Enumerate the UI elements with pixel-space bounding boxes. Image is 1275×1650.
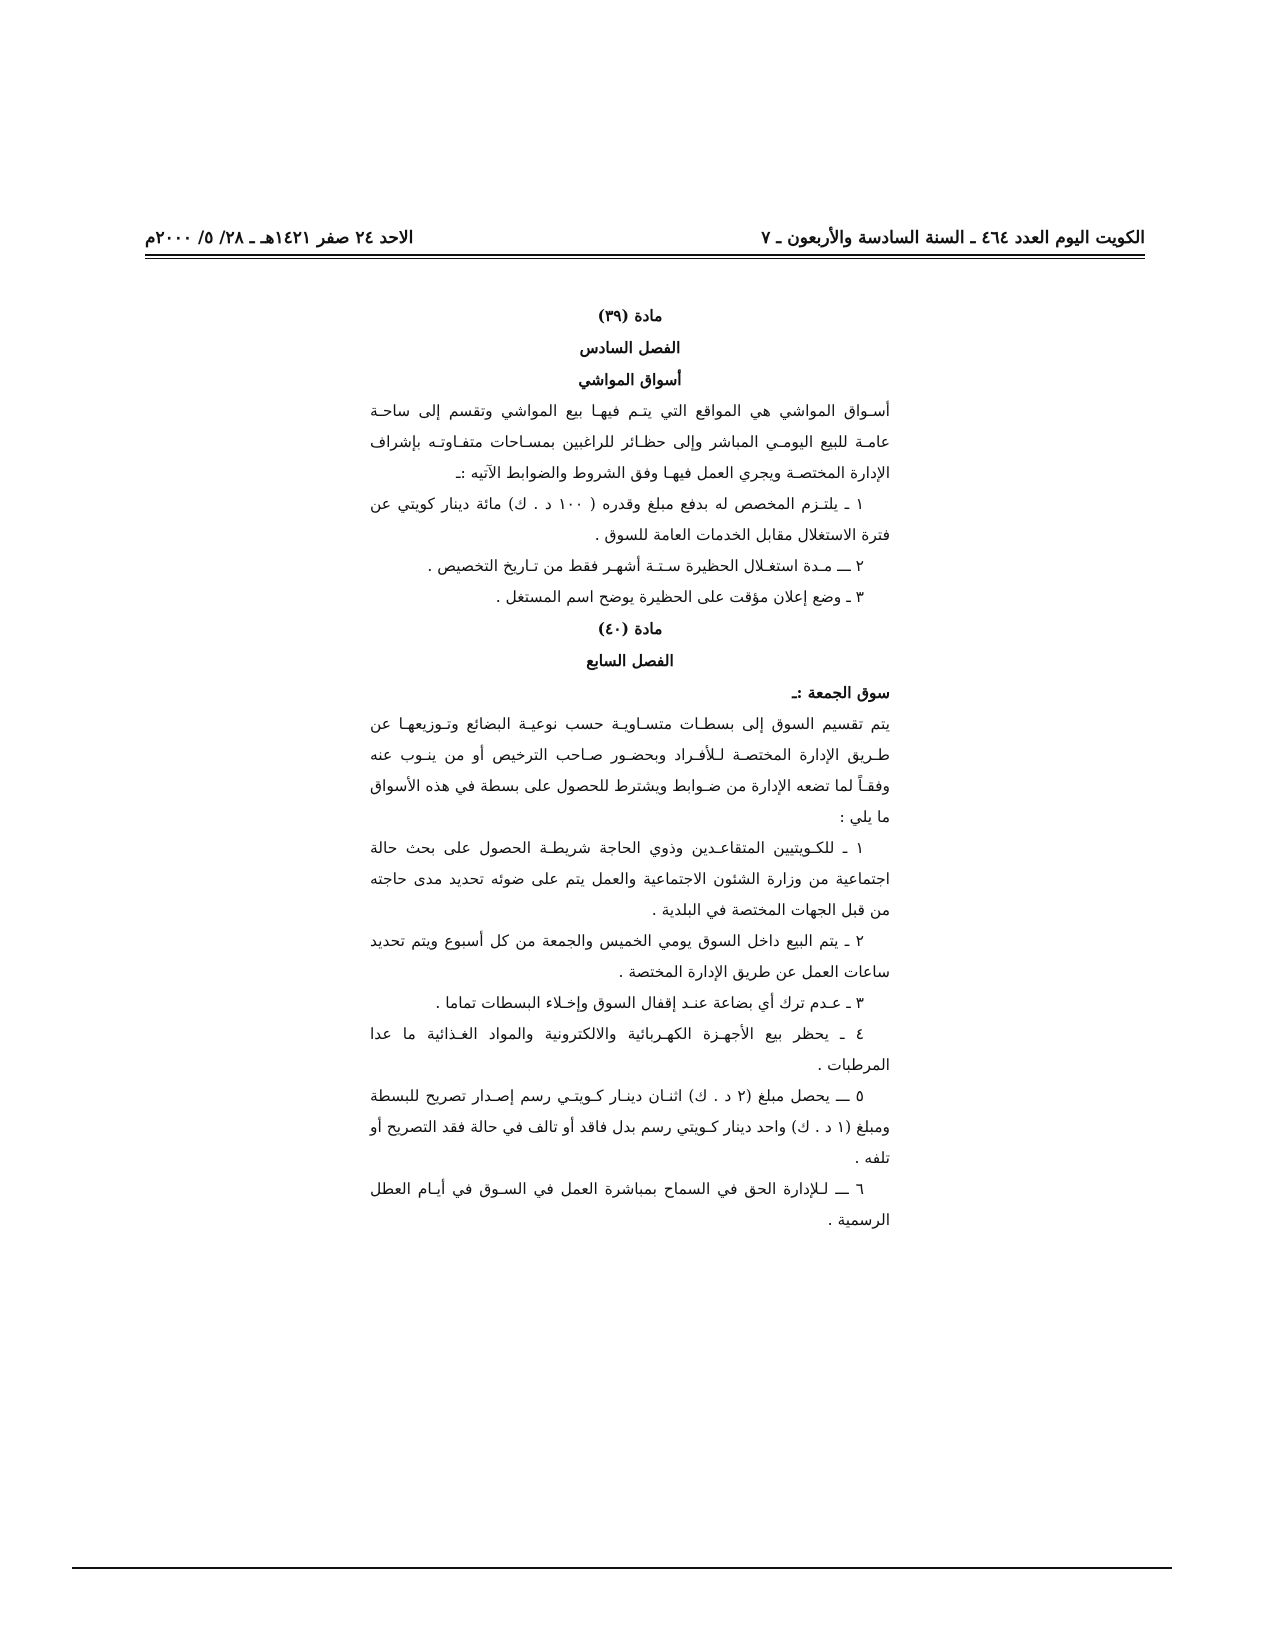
article-40-intro: يتم تقسيم السوق إلى بسطـات متسـاويـة حسب نوعيـة البضائع وتـوزيعهـا عن طـريق الإدارة المختصـة لـلأفـراد وبحضـور صـاحب الترخيص أو من ينـوب عنه وفقـاً لما تضعه الإدارة من ضـوابط ويشترط للحصول على بسطة في هذه الأسواق ما يلي : <box>370 715 890 826</box>
chapter-7-title: الفصل السابع <box>586 651 674 670</box>
article-39-title: مادة (٣٩) <box>597 306 663 325</box>
chapter-6-title: الفصل السادس <box>579 338 681 357</box>
friday-market-heading: سوق الجمعة :ـ <box>792 683 890 702</box>
gazette-issue-info: الكويت اليوم العدد ٤٦٤ ـ السنة السادسة والأربعون ـ ٧ <box>761 228 1145 248</box>
article-body <box>370 300 890 1236</box>
page-header <box>145 222 1145 252</box>
article-39-intro: أسـواق المواشي هي المواقع التي يتـم فيهـا بيع المواشي وتقسم إلى ساحـة عامـة للبيع اليومـي المباشر وإلى حظـائر للراغبين بمسـاحات متفـاوتـه بإشراف الإدارة المختصـة ويجري العمل فيهـا وفق الشروط والضوابط الآتيه :ـ <box>370 402 890 482</box>
gazette-date: الاحد ٢٤ صفر ١٤٢١هـ ـ ٢٨/ ٥/ ٢٠٠٠م <box>145 228 414 248</box>
article-40-item-6: ٦ ـــ لـلإدارة الحق في السماح بمباشرة العمل في السـوق في أيـام العطل الرسمية . <box>370 1180 890 1229</box>
article-39-item-3: ٣ ـ وضع إعلان مؤقت على الحظيرة يوضح اسم المستغل . <box>495 588 864 606</box>
article-40-item-4: ٤ ـ يحظر بيع الأجهـزة الكهـربائية والالكترونية والمواد الغـذائية ما عدا المرطبات . <box>370 1025 890 1074</box>
article-39-item-2: ٢ ـــ مـدة استغـلال الحظيرة سـتـة أشهـر فقط من تـاريخ التخصيص . <box>427 557 864 575</box>
article-40-item-2: ٢ ـ يتم البيع داخل السوق يومي الخميس والجمعة من كل أسبوع ويتم تحديد ساعات العمل عن طريق الإدارة المختصة . <box>370 932 890 981</box>
article-40-item-3: ٣ ـ عـدم ترك أي بضاعة عنـد إقفال السوق وإخـلاء البسطات تماما . <box>435 994 864 1012</box>
article-40-title: مادة (٤٠) <box>597 619 663 638</box>
livestock-markets-heading: أسواق المواشي <box>578 370 682 389</box>
footer-rule <box>72 1567 1172 1569</box>
article-40-item-5: ٥ ـــ يحصل مبلغ (٢ د . ك) اثنـان دينـار كـويتـي رسم إصـدار تصريح للبسطة ومبلغ (١ د . ك) واحد دينار كـويتي رسم بدل فاقد أو تالف في حالة فقد التصريح أو تلفه . <box>370 1087 890 1167</box>
header-rule <box>145 254 1145 259</box>
article-40-item-1: ١ ـ للكـويتيين المتقاعـدين وذوي الحاجة شريطـة الحصول على بحث حالة اجتماعية من وزارة الشئون الاجتماعية والعمل يتم على ضوئه تحديد مدى حاجته من قبل الجهات المختصة في البلدية . <box>370 839 890 919</box>
article-39-item-1: ١ ـ يلتـزم المخصص له بدفع مبلغ وقدره ( ١٠٠ د . ك) مائة دينار كويتي عن فترة الاستغلال مقابل الخدمات العامة للسوق . <box>370 495 890 544</box>
